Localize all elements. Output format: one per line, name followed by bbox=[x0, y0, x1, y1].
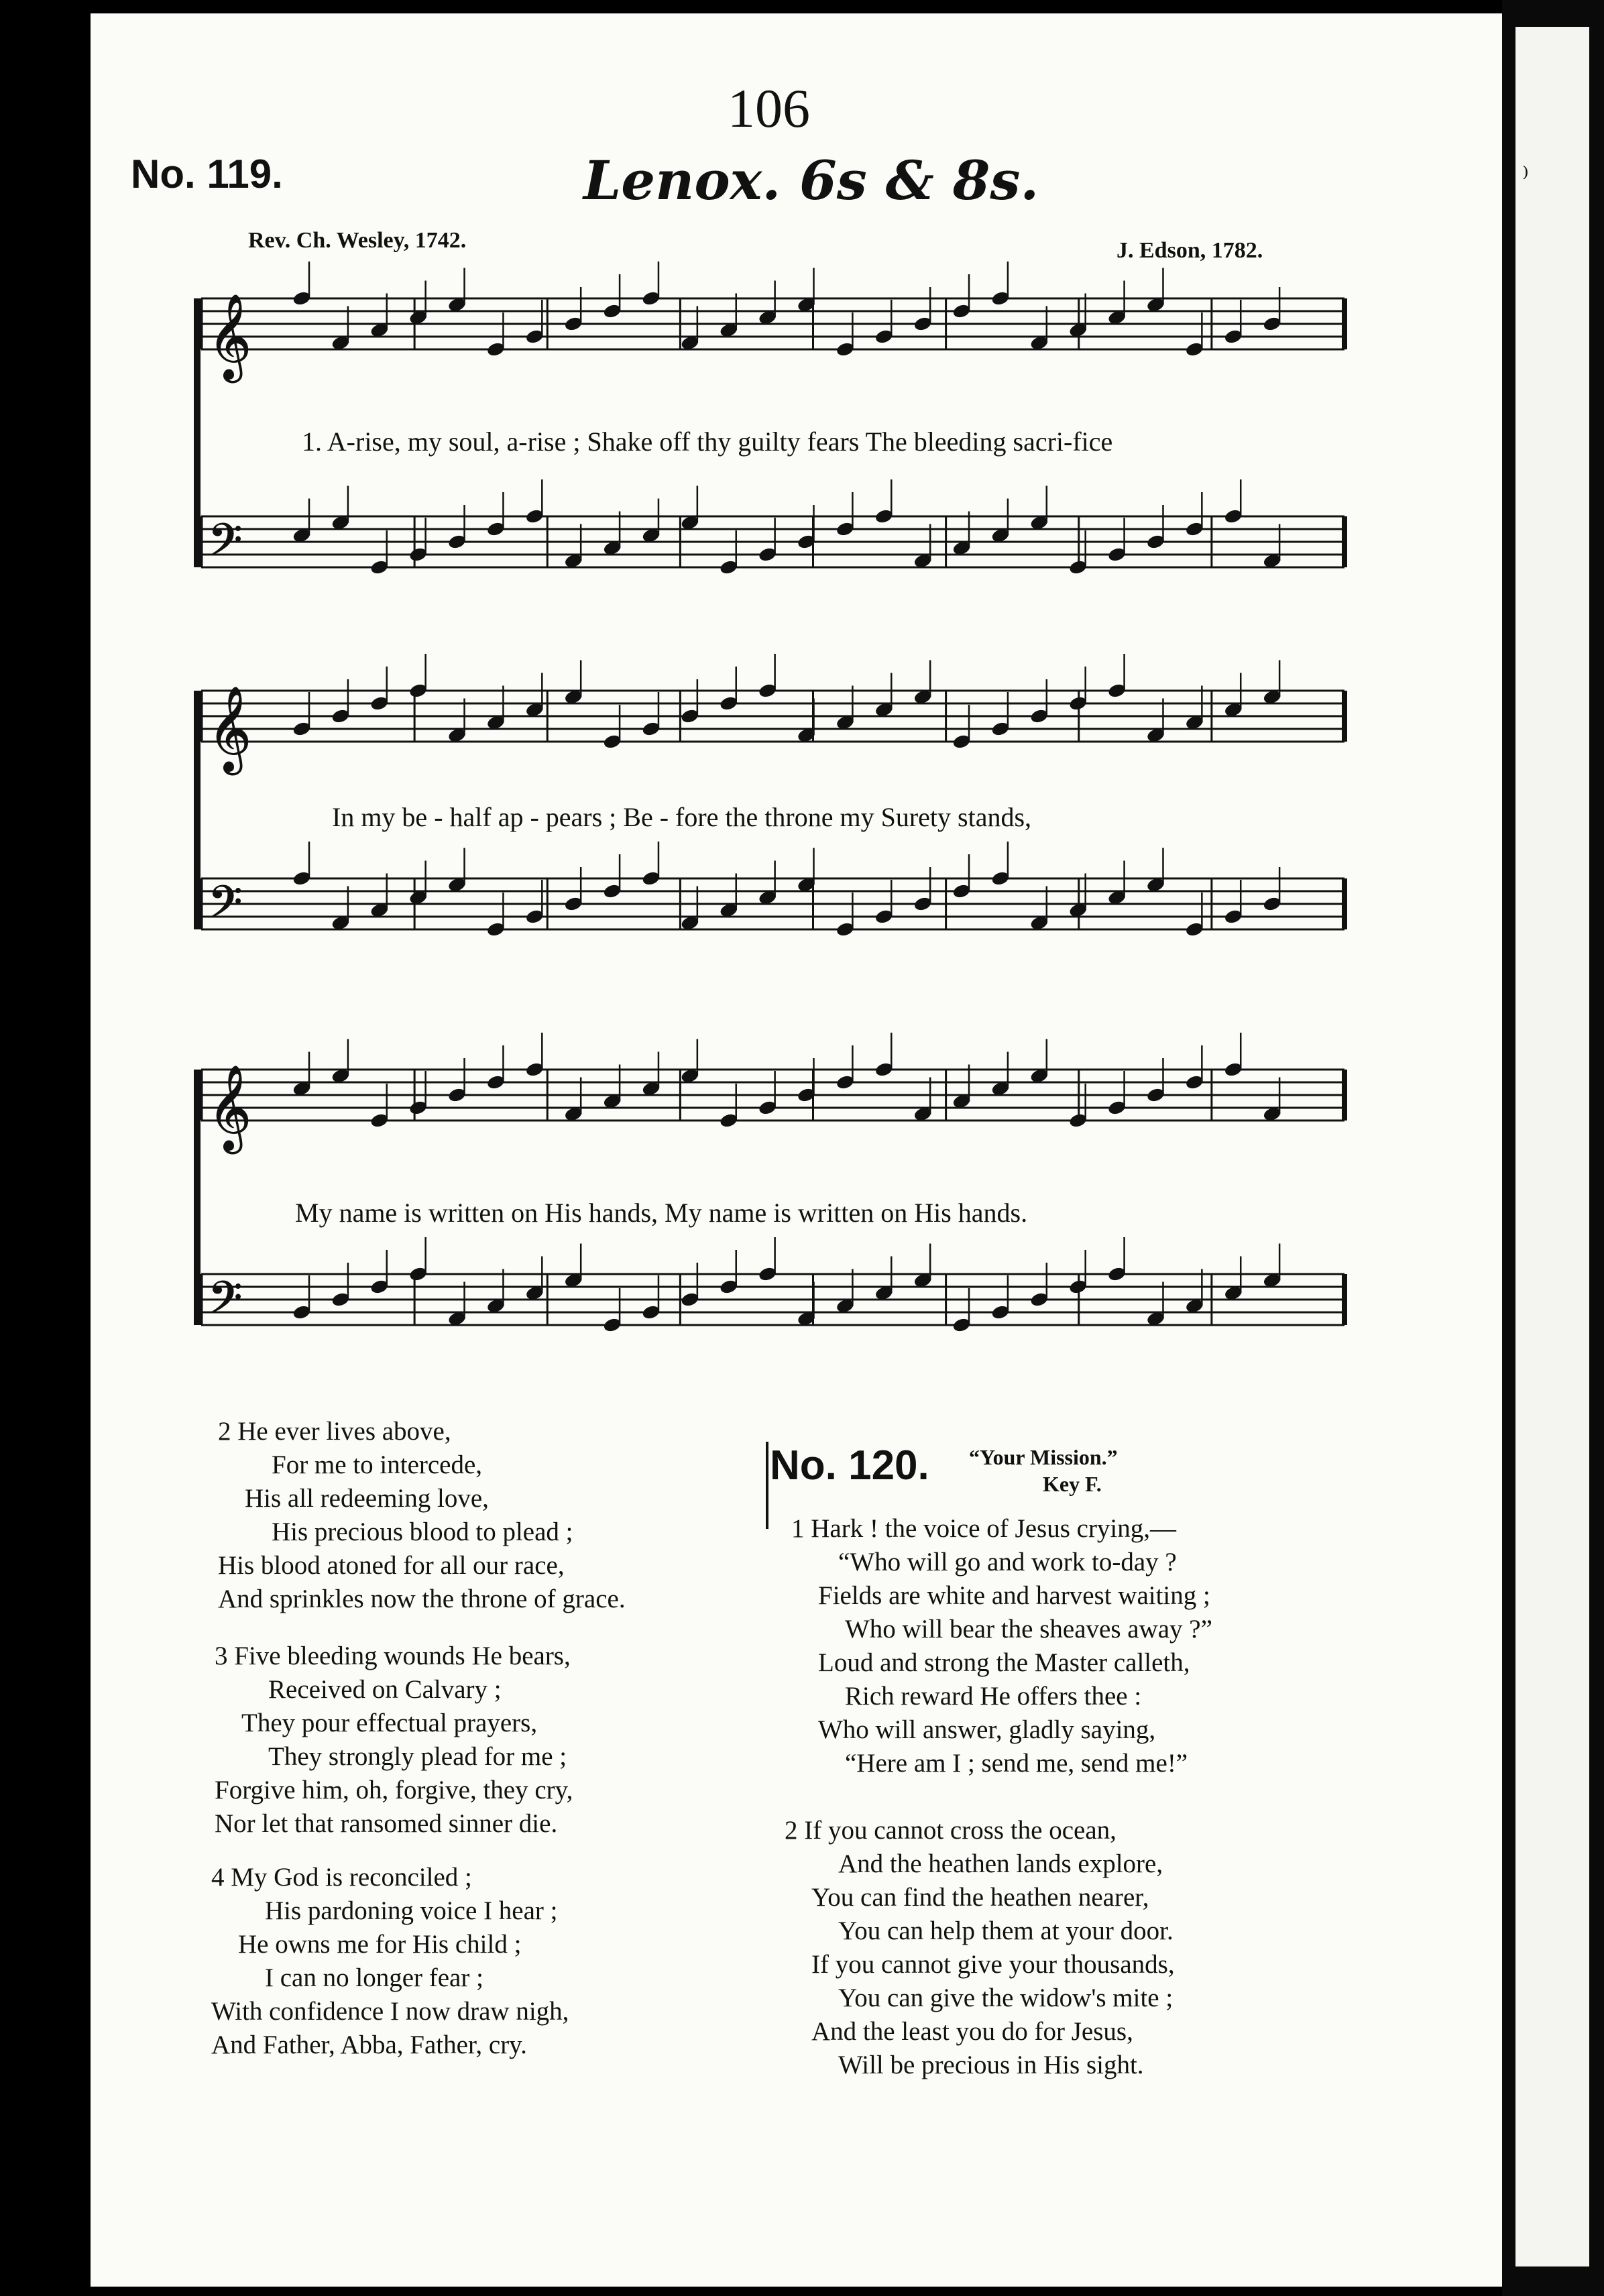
bass-clef-icon: 𝄢 bbox=[208, 876, 243, 939]
treble-clef-icon: 𝄞 bbox=[208, 685, 252, 771]
verse-line: 2 He ever lives above, bbox=[218, 1417, 451, 1446]
verse-line: Loud and strong the Master calleth, bbox=[818, 1648, 1190, 1677]
verse-2 bbox=[218, 1415, 626, 1616]
verse-line: You can give the widow's mite ; bbox=[838, 1984, 1173, 2012]
hymn-composer: J. Edson, 1782. bbox=[1116, 238, 1263, 263]
verse-line: His all redeeming love, bbox=[245, 1484, 489, 1513]
lyric-line-1: 1. A-rise, my soul, a-rise ; Shake off thy guilty fears The bleeding sacri-fice bbox=[302, 426, 1113, 457]
verse-line: His blood atoned for all our race, bbox=[218, 1551, 565, 1580]
hymn2-verse-2 bbox=[785, 1814, 1175, 2082]
verse-4 bbox=[211, 1861, 569, 2062]
verse-line: His pardoning voice I hear ; bbox=[265, 1896, 558, 1925]
lyric-line-3: My name is written on His hands, My name is written on His hands. bbox=[295, 1198, 1028, 1228]
verse-line: You can find the heathen nearer, bbox=[811, 1883, 1149, 1912]
verse-line: He owns me for His child ; bbox=[238, 1930, 522, 1959]
verse-line: And sprinkles now the throne of grace. bbox=[218, 1585, 626, 1613]
verse-line: 2 If you cannot cross the ocean, bbox=[785, 1816, 1116, 1845]
verse-line: Who will bear the sheaves away ?” bbox=[845, 1615, 1212, 1644]
verse-3 bbox=[215, 1640, 573, 1841]
verse-line: “Here am I ; send me, send me!” bbox=[845, 1749, 1188, 1778]
verse-line: 4 My God is reconciled ; bbox=[211, 1863, 472, 1892]
treble-clef-icon: 𝄞 bbox=[208, 293, 252, 379]
verse-line: You can help them at your door. bbox=[838, 1916, 1173, 1945]
hymn2-number: No. 120. bbox=[770, 1442, 929, 1489]
verse-line: And the least you do for Jesus, bbox=[811, 2017, 1133, 2046]
verse-line: Rich reward He offers thee : bbox=[845, 1682, 1142, 1711]
verse-line: Who will answer, gladly saying, bbox=[818, 1715, 1156, 1744]
facing-page-mark: ⁾ bbox=[1522, 162, 1529, 192]
hymn2-verse-1 bbox=[791, 1512, 1212, 1780]
verse-line: His precious blood to plead ; bbox=[272, 1517, 573, 1546]
verse-line: They strongly plead for me ; bbox=[268, 1742, 567, 1771]
verse-line: If you cannot give your thousands, bbox=[811, 1950, 1175, 1979]
treble-clef-icon: 𝄞 bbox=[208, 1064, 252, 1150]
hymn2-key: Key F. bbox=[1043, 1472, 1102, 1496]
bass-clef-icon: 𝄢 bbox=[208, 1272, 243, 1334]
verse-line: “Who will go and work to-day ? bbox=[838, 1548, 1177, 1576]
verse-line: Will be precious in His sight. bbox=[838, 2051, 1144, 2079]
verse-line: They pour effectual prayers, bbox=[241, 1709, 538, 1737]
verse-line: Forgive him, oh, forgive, they cry, bbox=[215, 1776, 573, 1804]
verse-line: And Father, Abba, Father, cry. bbox=[211, 2030, 527, 2059]
lyric-line-2: In my be - half ap - pears ; Be - fore the throne my Surety stands, bbox=[332, 802, 1032, 832]
verse-line: Nor let that ransomed sinner die. bbox=[215, 1809, 558, 1838]
verse-line: For me to intercede, bbox=[272, 1450, 483, 1479]
verse-line: 1 Hark ! the voice of Jesus crying,— bbox=[791, 1514, 1177, 1543]
column-divider bbox=[766, 1442, 768, 1529]
verse-line: I can no longer fear ; bbox=[265, 1963, 483, 1992]
bass-clef-icon: 𝄢 bbox=[208, 514, 243, 577]
hymn2-title: “Your Mission.” bbox=[969, 1445, 1118, 1469]
tune-title: Lenox. 6s & 8s. bbox=[583, 149, 1039, 212]
verse-line: Fields are white and harvest waiting ; bbox=[818, 1581, 1210, 1610]
verse-line: And the heathen lands explore, bbox=[838, 1849, 1163, 1878]
verse-line: With confidence I now draw nigh, bbox=[211, 1997, 569, 2026]
verse-line: Received on Calvary ; bbox=[268, 1675, 502, 1704]
hymn-number: No. 119. bbox=[131, 152, 283, 196]
verse-line: 3 Five bleeding wounds He bears, bbox=[215, 1642, 571, 1670]
page-number: 106 bbox=[728, 78, 810, 139]
hymn-author: Rev. Ch. Wesley, 1742. bbox=[248, 228, 467, 253]
